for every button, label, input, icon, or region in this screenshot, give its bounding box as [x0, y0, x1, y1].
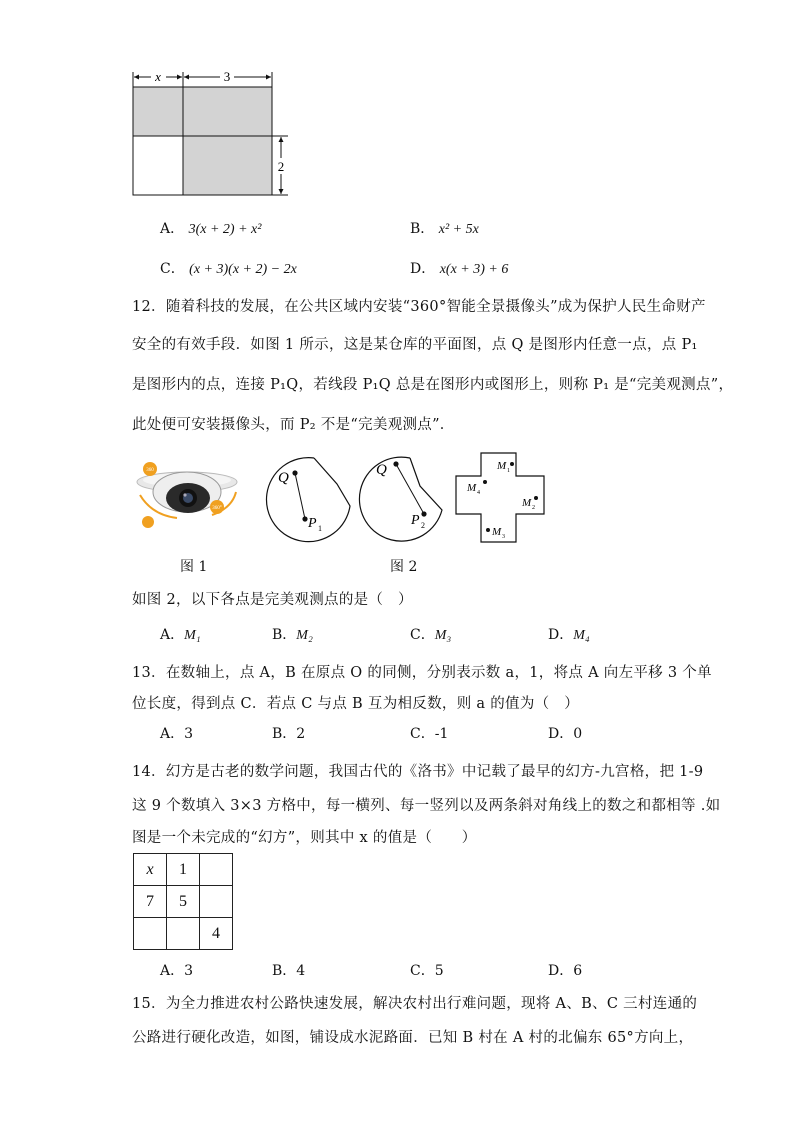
label-m3: M [492, 526, 502, 538]
svg-text:4: 4 [477, 490, 480, 496]
fig2-label-q: Q [376, 462, 387, 478]
q15-line-1: 15．为全力推进农村公路快速发展，解决农村出行难问题，现将 A、B、C 三村连通的 [132, 996, 698, 1012]
q11-option-a[interactable]: A． 3(x + 2) + x² [160, 221, 262, 237]
fig2-label-p2: P [411, 513, 420, 528]
grid-cell [200, 886, 233, 918]
q12-line-2: 安全的有效手段．如图 1 所示，这是某仓库的平面图，点 Q 是图形内任意一点，点 P₁ [132, 337, 698, 353]
q12-option-c[interactable]: C．M₃ [410, 627, 452, 643]
svg-text:360°: 360° [212, 506, 222, 511]
camera-illustration [132, 460, 242, 530]
q14-option-c[interactable]: C．5 [410, 963, 444, 979]
fig2-label-p2-sub: 2 [421, 521, 425, 530]
shaded-rect-bottom-right [183, 136, 272, 195]
q14-line-2: 这 9 个数填入 3×3 方格中，每一横列、每一竖列以及两条斜对角线上的数之和都相等 .如 [132, 798, 721, 814]
q14-option-d[interactable]: D．6 [548, 963, 583, 979]
shaded-rect-top-right [183, 87, 272, 136]
grid-cell: 7 [134, 886, 167, 918]
grid-cell: 4 [200, 918, 233, 950]
q11-option-b[interactable]: B． x² + 5x [410, 221, 479, 237]
q13-option-b[interactable]: B．2 [272, 726, 306, 742]
x-dimension-label: x [155, 69, 161, 84]
q13-option-c[interactable]: C．-1 [410, 726, 449, 742]
cross-floor-plan [452, 450, 548, 546]
grid-row [134, 886, 233, 918]
label-m1: M [497, 460, 507, 472]
q13-line-2: 位长度，得到点 C．若点 C 与点 B 互为相反数，则 a 的值为（ ） [132, 696, 580, 712]
figure-1-shape [262, 448, 362, 548]
q14-option-a[interactable]: A．3 [160, 963, 194, 979]
side-dimension-label: 2 [277, 159, 285, 174]
fig1-label-p1-sub: 1 [318, 524, 322, 533]
svg-text:3: 3 [502, 534, 505, 540]
q15-line-2: 公路进行硬化改造，如图，铺设成水泥路面．已知 B 村在 A 村的北偏东 65°方向上， [132, 1030, 694, 1046]
q13-option-d[interactable]: D．0 [548, 726, 583, 742]
svg-text:360: 360 [146, 468, 154, 473]
q12-line-1: 12．随着科技的发展，在公共区域内安装“360°智能全景摄像头”成为保护人民生命财产 [132, 299, 706, 315]
svg-text:1: 1 [507, 468, 510, 474]
q13-line-1: 13．在数轴上，点 A，B 在原点 O 的同侧，分别表示数 a，1，将点 A 向左平移 3 个单 [132, 665, 712, 681]
figure-2-shape [358, 448, 458, 548]
q12-option-d[interactable]: D．M₄ [548, 627, 590, 643]
fig1-label-p1: P [308, 516, 317, 531]
q14-line-1: 14．幻方是古老的数学问题，我国古代的《洛书》中记载了最早的幻方-九宫格，把 1-9 [132, 764, 704, 780]
grid-row [134, 854, 233, 886]
q12-option-a[interactable]: A．M₁ [160, 627, 201, 643]
grid-row [134, 918, 233, 950]
grid-cell: 5 [167, 886, 200, 918]
q12-question: 如图 2，以下各点是完美观测点的是（ ） [132, 592, 413, 608]
q14-line-3: 图是一个未完成的“幻方”，则其中 x 的值是（ ） [132, 830, 477, 846]
fig1-label-q: Q [278, 470, 289, 486]
q12-option-b[interactable]: B．M₂ [272, 627, 313, 643]
label-m4: M [467, 482, 477, 494]
q13-option-a[interactable]: A．3 [160, 726, 194, 742]
grid-cell: x [134, 854, 167, 886]
grid-cell: 1 [167, 854, 200, 886]
q11-option-d[interactable]: D． x(x + 3) + 6 [410, 261, 509, 277]
figure-2-caption: 图 2 [390, 559, 418, 575]
grid-cell [167, 918, 200, 950]
magic-square-grid [133, 853, 233, 950]
top-dimension-label: 3 [223, 69, 231, 84]
grid-cell [200, 854, 233, 886]
q11-option-c[interactable]: C． (x + 3)(x + 2) − 2x [160, 261, 297, 277]
area-rectangle-figure [126, 66, 296, 202]
shaded-rect-top-left [133, 87, 183, 136]
label-m2: M [522, 497, 532, 509]
q12-line-3: 是图形内的点，连接 P₁Q，若线段 P₁Q 总是在图形内或图形上，则称 P₁ 是“完美观测点”， [132, 377, 734, 393]
q14-option-b[interactable]: B．4 [272, 963, 306, 979]
svg-text:2: 2 [532, 505, 535, 511]
q12-line-4: 此处便可安装摄像头，而 P₂ 不是“完美观测点”． [132, 417, 455, 433]
figure-1-caption: 图 1 [180, 559, 208, 575]
grid-cell [134, 918, 167, 950]
